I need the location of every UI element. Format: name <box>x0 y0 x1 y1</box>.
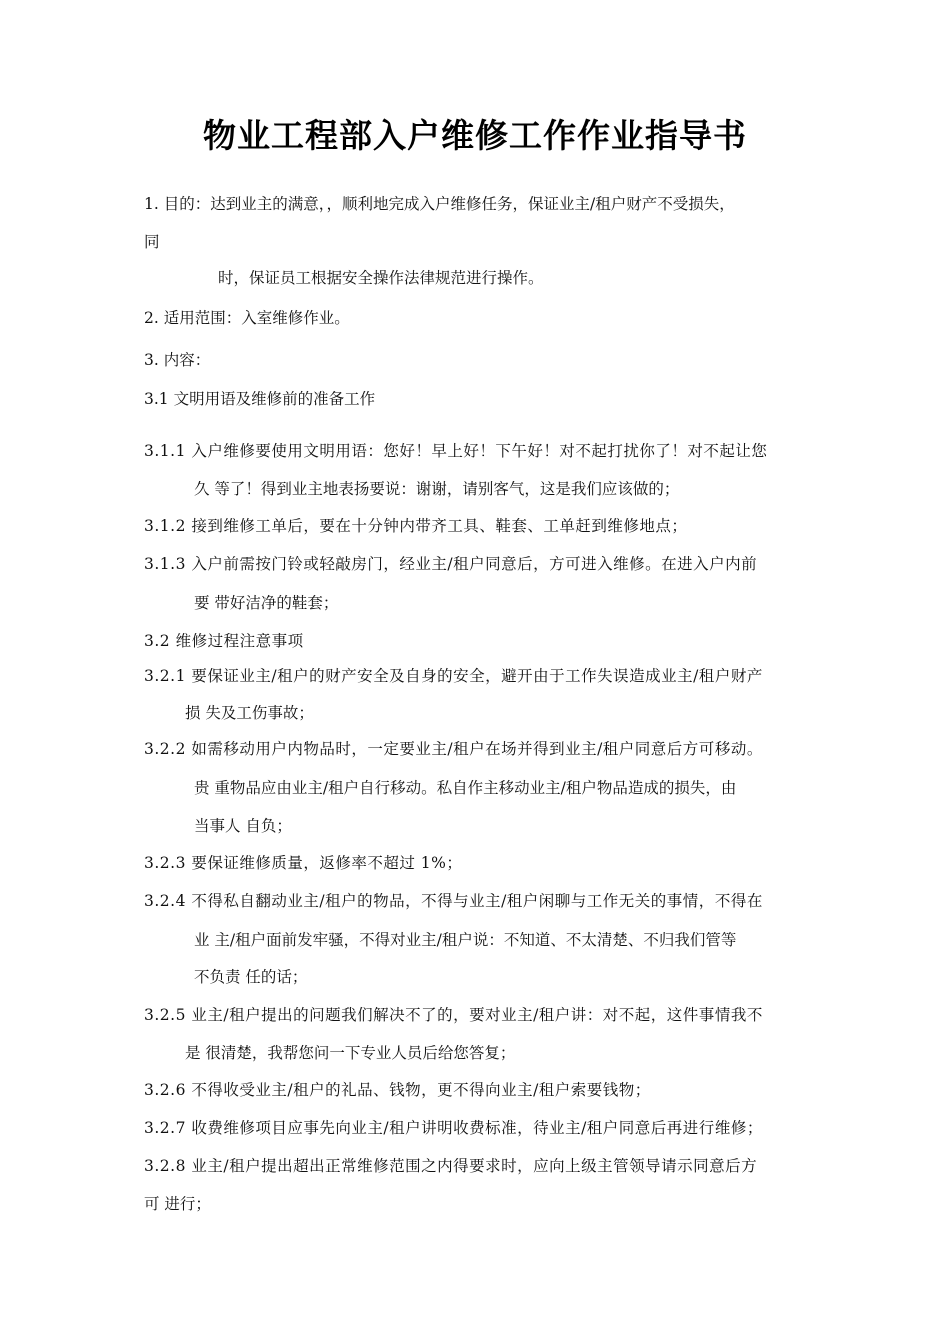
item-3-2-5-line-2: 是 很清楚，我帮您问一下专业人员后给您答复； <box>185 1044 516 1062</box>
item-3-1-1-line-1: 3.1.1 入户维修要使用文明用语：您好！早上好！下午好！对不起打扰你了！对不起让您 <box>144 442 768 460</box>
section-3-2-heading: 3.2 维修过程注意事项 <box>144 632 304 650</box>
item-3-1-3-line-2: 要 带好洁净的鞋套； <box>194 594 339 612</box>
item-3-2-2-line-2: 贵 重物品应由业主/租户自行移动。私自作主移动业主/租户物品造成的损失，由 <box>194 779 737 797</box>
item-3-2-7: 3.2.7 收费维修项目应事先向业主/租户讲明收费标准，待业主/租户同意后再进行维修； <box>144 1119 763 1137</box>
item-3-2-5-line-1: 3.2.5 业主/租户提出的问题我们解决不了的，要对业主/租户讲：对不起，这件事情我不 <box>144 1006 763 1024</box>
item-3-2-4-line-1: 3.2.4 不得私自翻动业主/租户的物品，不得与业主/租户闲聊与工作无关的事情，不得在 <box>144 892 763 910</box>
item-3-2-1-line-1: 3.2.1 要保证业主/租户的财产安全及自身的安全，避开由于工作失误造成业主/租户财产 <box>144 667 763 685</box>
item-3-2-1-line-2: 损 失及工伤事故； <box>185 704 314 722</box>
item-3-2-2-line-1: 3.2.2 如需移动用户内物品时，一定要业主/租户在场并得到业主/租户同意后方可移动。 <box>144 740 763 758</box>
purpose-line-1: 1. 目的：达到业主的满意，，顺利地完成入户维修任务，保证业主/租户财产不受损失， <box>144 195 735 213</box>
item-3-2-2-line-3: 当事人 自负； <box>194 817 292 835</box>
item-3-2-8-line-2: 可 进行； <box>144 1195 211 1213</box>
purpose-line-2: 同 <box>144 233 160 251</box>
scope-line: 2. 适用范围：入室维修作业。 <box>144 309 350 327</box>
item-3-2-4-line-2: 业 主/租户面前发牢骚，不得对业主/租户说：不知道、不太清楚、不归我们管等 <box>194 931 737 949</box>
item-3-1-2: 3.1.2 接到维修工单后，要在十分钟内带齐工具、鞋套、工单赶到维修地点； <box>144 517 688 535</box>
section-3-1-heading: 3.1 文明用语及维修前的准备工作 <box>144 390 376 408</box>
item-3-1-3-line-1: 3.1.3 入户前需按门铃或轻敲房门，经业主/租户同意后，方可进入维修。在进入户内前 <box>144 555 758 573</box>
document-title: 物业工程部入户维修工作作业指导书 <box>203 116 747 155</box>
item-3-2-3: 3.2.3 要保证维修质量，返修率不超过 1%； <box>144 854 463 872</box>
item-3-2-8-line-1: 3.2.8 业主/租户提出超出正常维修范围之内得要求时，应向上级主管领导请示同意后方 <box>144 1157 758 1175</box>
content-heading: 3. 内容： <box>144 351 211 369</box>
item-3-2-4-line-3: 不负责 任的话； <box>194 968 308 986</box>
purpose-line-3: 时，保证员工根据安全操作法律规范进行操作。 <box>218 269 544 287</box>
item-3-1-1-line-2: 久 等了！得到业主地表扬要说：谢谢，请别客气，这是我们应该做的； <box>194 480 680 498</box>
item-3-2-6: 3.2.6 不得收受业主/租户的礼品、钱物，更不得向业主/租户索要钱物； <box>144 1081 651 1099</box>
